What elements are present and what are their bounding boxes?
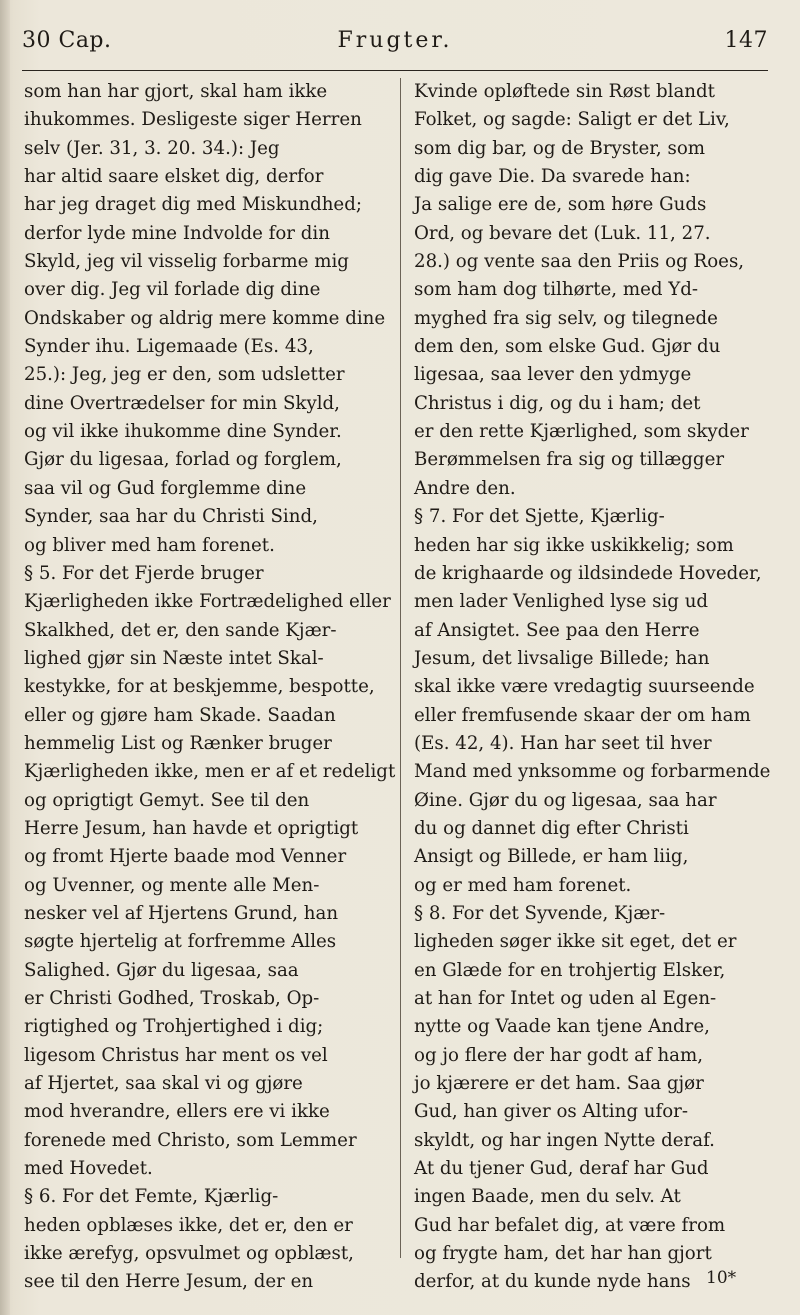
text-line: en Glæde for en trohjertig Elsker, xyxy=(414,959,726,981)
text-line: Øine. Gjør du og ligesaa, saa har xyxy=(414,789,717,811)
text-line: dine Overtrædelser for min Skyld, xyxy=(24,392,340,414)
text-line: Andre den. xyxy=(414,477,516,499)
text-line: saa vil og Gud forglemme dine xyxy=(24,477,307,499)
text-line: see til den Herre Jesum, der en xyxy=(24,1271,314,1293)
text-line: forenede med Christo, som Lemmer xyxy=(24,1129,357,1151)
text-line: ligheden søger ikke sit eget, det er xyxy=(414,931,737,953)
text-line: du og dannet dig efter Christi xyxy=(414,817,689,839)
text-line: har altid saare elsket dig, derfor xyxy=(24,166,324,188)
text-line: Gud har befalet dig, at være from xyxy=(414,1214,726,1236)
text-line: og Uvenner, og mente alle Men- xyxy=(24,874,320,896)
text-line: eller fremfusende skaar der om ham xyxy=(414,704,751,726)
text-line: (Es. 42, 4). Han har seet til hver xyxy=(414,732,712,754)
text-line: 25.): Jeg, jeg er den, som udsletter xyxy=(24,364,345,386)
text-line: Salighed. Gjør du ligesaa, saa xyxy=(24,959,299,981)
text-line: at han for Intet og uden al Egen- xyxy=(414,988,717,1009)
text-line: kestykke, for at beskjemme, bespotte, xyxy=(24,676,375,698)
text-line: § 5. For det Fjerde bruger xyxy=(24,562,264,584)
text-line: Gjør du ligesaa, forlad og forglem, xyxy=(24,449,342,471)
text-line: de krighaarde og ildsindede Hoveder, xyxy=(414,562,762,584)
text-line: og bliver med ham forenet. xyxy=(24,534,275,556)
text-line: og fromt Hjerte baade mod Venner xyxy=(24,846,347,868)
text-line: og jo flere der har godt af ham, xyxy=(414,1044,704,1066)
text-line: søgte hjertelig at forfremme Alles xyxy=(24,931,337,953)
text-line: Ja salige ere de, som høre Guds xyxy=(414,194,707,216)
text-line: Gud, han giver os Alting ufor- xyxy=(414,1101,688,1123)
text-line: heden har sig ikke uskikkelig; som xyxy=(414,534,734,556)
text-line: ihukommes. Desligeste siger Herren xyxy=(24,109,362,131)
text-line: og vil ikke ihukomme dine Synder. xyxy=(24,421,342,443)
text-line: derfor lyde mine Indvolde for din xyxy=(24,222,330,244)
text-line: Berømmelsen fra sig og tillægger xyxy=(414,449,725,471)
text-line: Folket, og sagde: Saligt er det Liv, xyxy=(414,109,730,131)
text-line: Kjærligheden ikke Fortrædelighed eller xyxy=(24,591,391,613)
text-line: af Hjertet, saa skal vi og gjøre xyxy=(24,1073,303,1095)
left-text-column xyxy=(24,78,396,1293)
text-line: myghed fra sig selv, og tilegnede xyxy=(414,307,718,329)
text-line: ligesom Christus har ment os vel xyxy=(24,1044,328,1066)
text-line: § 7. For det Sjette, Kjærlig- xyxy=(414,506,665,528)
text-line: hemmelig List og Rænker bruger xyxy=(24,732,332,754)
text-line: nesker vel af Hjertens Grund, han xyxy=(24,902,339,924)
text-line: som han har gjort, skal ham ikke xyxy=(24,81,328,102)
text-line: dem den, som elske Gud. Gjør du xyxy=(414,336,721,358)
text-line: som ham dog tilhørte, med Yd- xyxy=(414,279,699,301)
signature-mark: 10* xyxy=(706,1268,737,1288)
text-line: At du tjener Gud, deraf har Gud xyxy=(414,1158,709,1180)
text-line: lighed gjør sin Næste intet Skal- xyxy=(24,647,324,669)
text-line: men lader Venlighed lyse sig ud xyxy=(414,591,709,613)
text-line: Christus i dig, og du i ham; det xyxy=(414,392,701,414)
column-divider xyxy=(400,78,401,1258)
text-line: er Christi Godhed, Troskab, Op- xyxy=(24,988,320,1009)
text-line: Synder, saa har du Christi Sind, xyxy=(24,506,318,528)
text-line: over dig. Jeg vil forlade dig dine xyxy=(24,279,321,301)
text-line: Skalkhed, det er, den sande Kjær- xyxy=(24,619,337,641)
text-line: jo kjærere er det ham. Saa gjør xyxy=(414,1073,704,1095)
running-header xyxy=(22,28,768,64)
text-line: Herre Jesum, han havde et oprigtigt xyxy=(24,817,359,839)
text-line: og oprigtigt Gemyt. See til den xyxy=(24,789,310,811)
text-line: derfor, at du kunde nyde hans xyxy=(414,1271,691,1293)
text-line: heden opblæses ikke, det er, den er xyxy=(24,1214,353,1236)
text-line: ingen Baade, men du selv. At xyxy=(414,1186,681,1208)
text-line: er den rette Kjærlighed, som skyder xyxy=(414,421,749,443)
text-line: selv (Jer. 31, 3. 20. 34.): Jeg xyxy=(24,137,280,159)
text-line: har jeg draget dig med Miskundhed; xyxy=(24,194,362,216)
text-line: Mand med ynksomme og forbarmende xyxy=(414,761,771,783)
text-line: Kjærligheden ikke, men er af et redeligt xyxy=(24,761,396,783)
text-line: Kvinde opløftede sin Røst blandt xyxy=(414,81,715,102)
text-line: med Hovedet. xyxy=(24,1158,153,1180)
chapter-marker: 30 Cap. xyxy=(22,28,112,53)
text-line: nytte og Vaade kan tjene Andre, xyxy=(414,1016,710,1038)
page-footer xyxy=(0,1268,800,1292)
text-line: rigtighed og Trohjertighed i dig; xyxy=(24,1016,324,1038)
text-line: § 6. For det Femte, Kjærlig- xyxy=(24,1186,279,1208)
text-line: eller og gjøre ham Skade. Saadan xyxy=(24,704,336,726)
text-line: og frygte ham, det har han gjort xyxy=(414,1243,712,1265)
text-line: 28.) og vente saa den Priis og Roes, xyxy=(414,251,745,273)
header-rule xyxy=(22,70,768,71)
page-number: 147 xyxy=(724,28,768,53)
text-line: Skyld, jeg vil visselig forbarme mig xyxy=(24,251,349,273)
text-line: Jesum, det livsalige Billede; han xyxy=(414,647,710,669)
page-spine-shadow xyxy=(0,0,10,1315)
text-line: som dig bar, og de Bryster, som xyxy=(414,137,706,159)
text-line: skyldt, og har ingen Nytte deraf. xyxy=(414,1129,715,1151)
text-line: mod hverandre, ellers ere vi ikke xyxy=(24,1101,330,1123)
text-line: og er med ham forenet. xyxy=(414,874,632,896)
text-line: dig gave Die. Da svarede han: xyxy=(414,166,691,188)
text-line: skal ikke være vredagtig suurseende xyxy=(414,676,755,698)
text-line: af Ansigtet. See paa den Herre xyxy=(414,619,700,641)
text-line: Ansigt og Billede, er ham liig, xyxy=(414,846,689,868)
text-line: Ord, og bevare det (Luk. 11, 27. xyxy=(414,222,711,244)
text-line: Synder ihu. Ligemaade (Es. 43, xyxy=(24,336,314,358)
text-line: Ondskaber og aldrig mere komme dine xyxy=(24,307,386,329)
running-title: Frugter. xyxy=(337,28,453,53)
text-line: ikke ærefyg, opsvulmet og opblæst, xyxy=(24,1243,354,1265)
text-line: ligesaa, saa lever den ydmyge xyxy=(414,364,692,386)
text-line: § 8. For det Syvende, Kjær- xyxy=(414,902,666,924)
